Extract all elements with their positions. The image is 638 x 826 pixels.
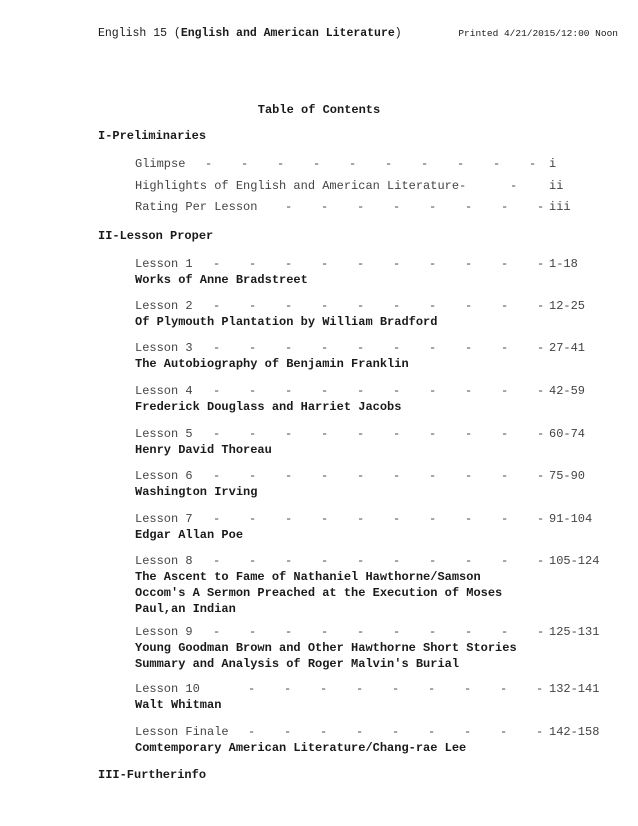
entry-description: The Autobiography of Benjamin Franklin [135,357,409,371]
course-title: English 15 (English and American Literature) [98,27,402,40]
toc-entry-lesson-5 [135,426,615,458]
entry-description: Walt Whitman [135,698,222,712]
section-further-info: III-Furtherinfo [98,768,207,782]
entry-label: Lesson Finale [135,725,229,739]
leader-dots: - - - - - - - - - [248,682,544,696]
entry-label: Lesson 10 [135,682,200,696]
leader-dots: - - - - - - - - - - [213,512,545,526]
course-name: English and American Literature [180,27,395,40]
entry-page: ii [549,179,564,193]
toc-entry-lesson-7 [135,511,615,543]
entry-description: Comtemporary American Literature/Chang-rae Lee [135,741,467,755]
entry-label: Lesson 3 [135,341,193,355]
entry-description: Edgar Allan Poe [135,528,244,542]
toc-entry-lesson-4 [135,383,615,415]
entry-page: 132-141 [549,682,600,696]
entry-description: Henry David Thoreau [135,443,272,457]
entry-page: 91-104 [549,512,593,526]
leader-dots: - - - - - - - - - - [213,625,545,639]
entry-page: 75-90 [549,469,586,483]
leader-dots: - - - - - - - - - - [205,157,537,171]
toc-entry-glimpse [135,156,615,172]
entry-page: 27-41 [549,341,586,355]
entry-page: i [549,157,557,171]
leader-dots: - - - - - - - - - - [213,554,545,568]
section-lesson-proper: II-Lesson Proper [98,229,214,243]
leader-dots: - - - - - - - - - - [213,257,545,271]
entry-page: 42-59 [549,384,586,398]
entry-description: Works of Anne Bradstreet [135,273,308,287]
toc-entry-lesson-2 [135,298,615,330]
entry-label: Highlights of English and American Literature- [135,179,467,193]
entry-label: Lesson 7 [135,512,193,526]
entry-page: 105-124 [549,554,600,568]
toc-entry-lesson-1 [135,256,615,288]
entry-description: Frederick Douglass and Harriet Jacobs [135,400,402,414]
leader-dots: - - - - - - - - - - [213,341,545,355]
toc-entry-lesson-3 [135,340,615,372]
entry-description: Young Goodman Brown and Other Hawthorne Short Stories Summary and Analysis of Roger Malvin's Burial [135,641,517,671]
entry-label: Lesson 5 [135,427,193,441]
entry-label: Lesson 8 [135,554,193,568]
leader-dots: - - - - - - - - - - [213,384,545,398]
entry-page: iii [549,200,571,214]
leader-dots: - - - - - - - - - - [213,427,545,441]
entry-description: The Ascent to Fame of Nathaniel Hawthorne/Samson Occom's A Sermon Preached at the Execution of Moses Paul,an Indian [135,570,503,616]
leader-dots: - - - - - - - - - - [213,469,545,483]
entry-label: Glimpse [135,157,186,171]
entry-page: 125-131 [549,625,600,639]
section-preliminaries: I-Preliminaries [98,129,207,143]
toc-entry-lesson-8 [135,553,615,617]
entry-label: Lesson 2 [135,299,193,313]
page-header [98,27,618,40]
entry-label: Rating Per Lesson [135,200,258,214]
toc-entry-lesson-finale [135,724,615,756]
printed-date: Printed 4/21/2015/12:00 Noon [458,28,618,39]
leader-dots: - - - - - - - - - - [213,299,545,313]
entry-page: 12-25 [549,299,586,313]
entry-description: Washington Irving [135,485,258,499]
toc-title: Table of Contents [257,103,381,117]
entry-description: Of Plymouth Plantation by William Bradford [135,315,438,329]
entry-label: Lesson 9 [135,625,193,639]
toc-entry-lesson-9 [135,624,615,672]
entry-label: Lesson 6 [135,469,193,483]
entry-page: 60-74 [549,427,586,441]
entry-label: Lesson 1 [135,257,193,271]
entry-label: Lesson 4 [135,384,193,398]
toc-entry-highlights [135,178,615,194]
entry-page: 1-18 [549,257,578,271]
leader-dots: - - - - - - - - [285,200,545,214]
leader-dots: - - - - - - - - - [248,725,544,739]
toc-entry-rating [135,199,615,215]
entry-page: 142-158 [549,725,600,739]
leader-dots: - [510,179,518,193]
toc-entry-lesson-6 [135,468,615,500]
toc-entry-lesson-10 [135,681,615,713]
